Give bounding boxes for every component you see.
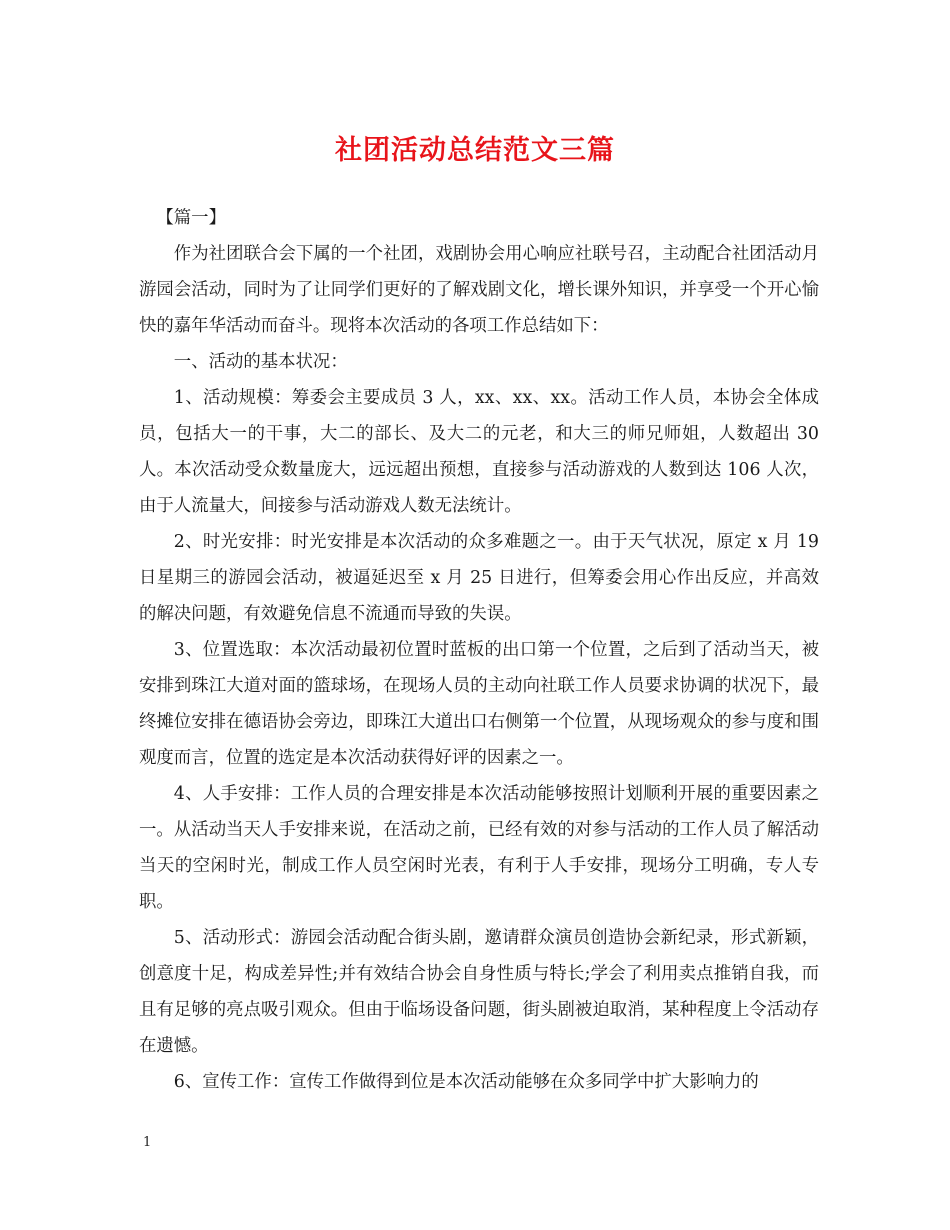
paragraph-time-arrangement: 2、时光安排：时光安排是本次活动的众多难题之一。由于天气状况，原定 x 月 19 日星期三的游园会活动，被逼延迟至 x 月 25 日进行，但筹委会用心作出反应，并高效的解决问题，有效避免信息不流通而导致的失误。 [139, 532, 819, 624]
paragraph-publicity: 6、宣传工作：宣传工作做得到位是本次活动能够在众多同学中扩大影响力的 [173, 1072, 759, 1092]
paragraph-staffing: 4、人手安排：工作人员的合理安排是本次活动能够按照计划顺利开展的重要因素之一。从活动当天人手安排来说，在活动之前，已经有效的对参与活动的工作人员了解活动当天的空闲时光，制成工作人员空闲时光表，有利于人手安排，现场分工明确，专人专职。 [139, 784, 819, 912]
paragraph-intro: 作为社团联合会下属的一个社团，戏剧协会用心响应社联号召，主动配合社团活动月游园会活动，同时为了让同学们更好的了解戏剧文化，增长课外知识，并享受一个开心愉快的嘉年华活动而奋斗。现将本次活动的各项工作总结如下： [139, 244, 819, 336]
paragraph-activity-scale: 1、活动规模：筹委会主要成员 3 人，xx、xx、xx。活动工作人员，本协会全体成员，包括大一的干事，大二的部长、及大二的元老，和大三的师兄师姐，人数超出 30 人。本次活动受众数量庞大，远远超出预想，直接参与活动游戏的人数到达 106 人次，由于人流量大，间接参与活动游戏人数无法统计。 [139, 388, 819, 516]
paragraph-heading-basic-status: 一、活动的基本状况： [173, 352, 348, 372]
page-number: 1 [143, 1135, 152, 1150]
paragraph-activity-format: 5、活动形式：游园会活动配合街头剧，邀请群众演员创造协会新纪录，形式新颖，创意度十足，构成差异性;并有效结合协会自身性质与特长;学会了利用卖点推销自我，而且有足够的亮点吸引观众。但由于临场设备问题，街头剧被迫取消，某种程度上令活动存在遗憾。 [139, 928, 819, 1056]
section-label: 【篇一】 [156, 208, 226, 228]
document-body [139, 200, 819, 1100]
document-title: 社团活动总结范文三篇 [335, 135, 615, 166]
paragraph-location-selection: 3、位置选取：本次活动最初位置时蓝板的出口第一个位置，之后到了活动当天，被安排到珠江大道对面的篮球场，在现场人员的主动向社联工作人员要求协调的状况下，最终摊位安排在德语协会旁边，即珠江大道出口右侧第一个位置，从现场观众的参与度和围观度而言，位置的选定是本次活动获得好评的因素之一。 [139, 640, 819, 768]
